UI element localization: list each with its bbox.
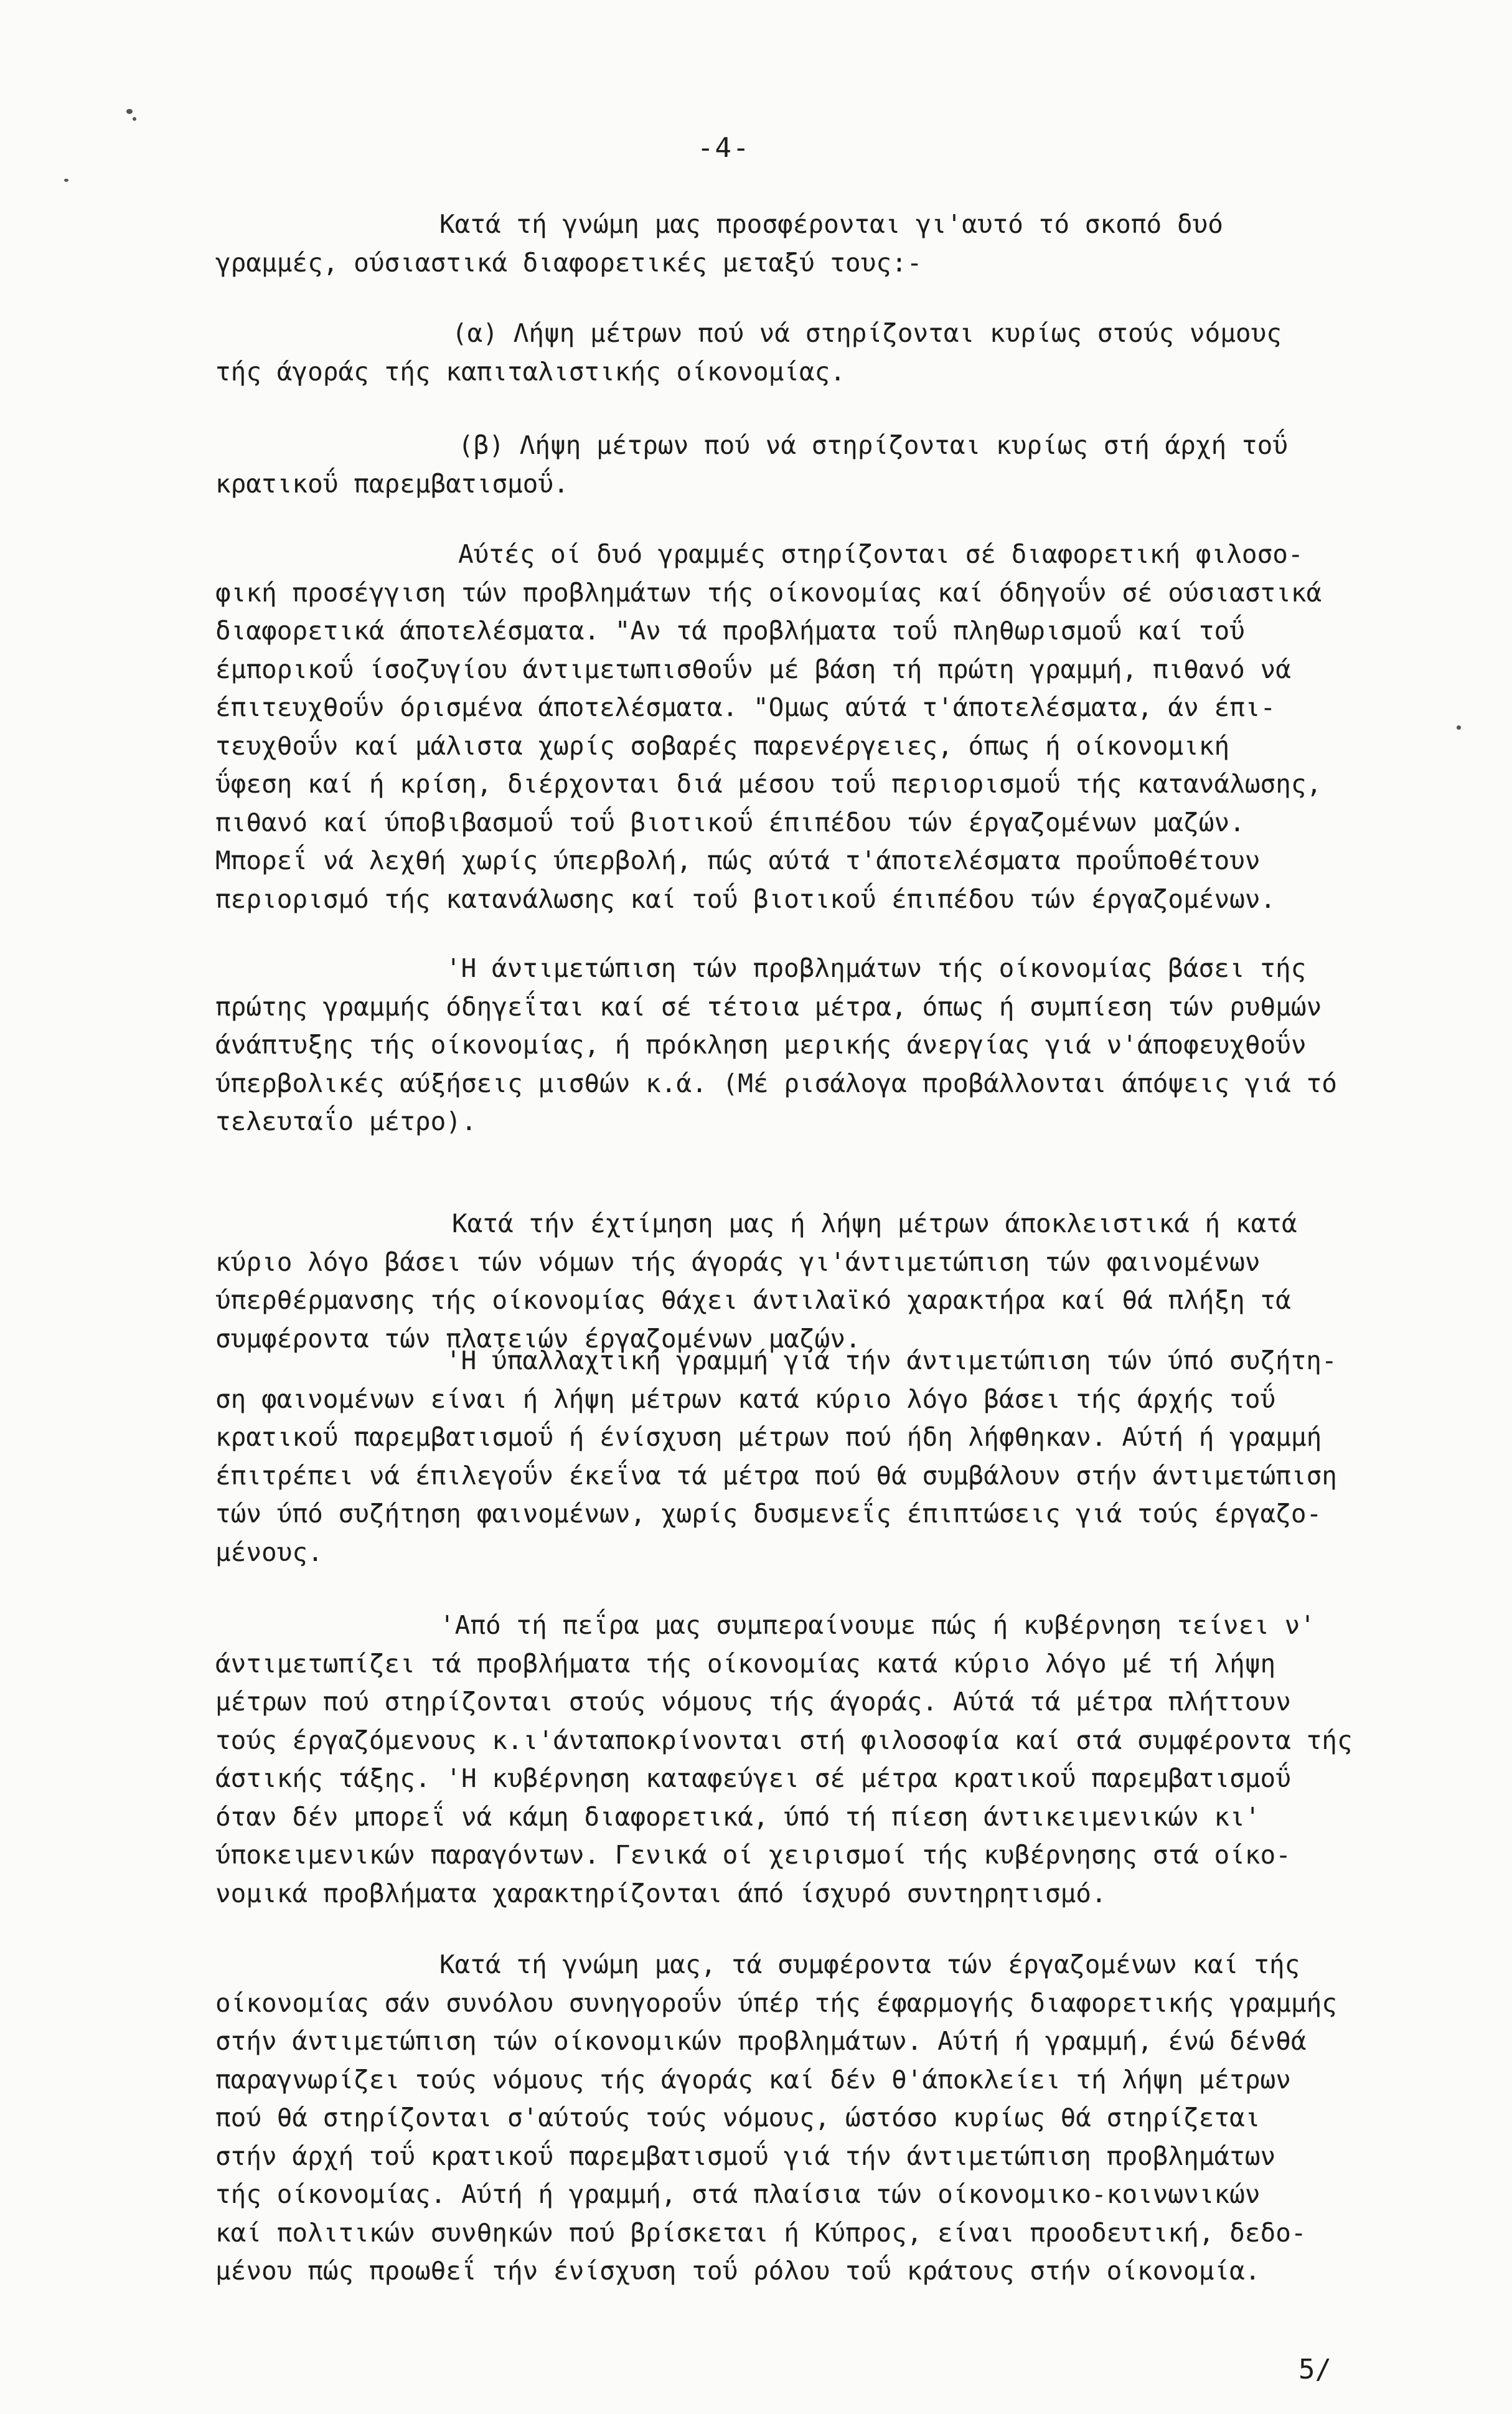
- text-line: 'Από τή πεΐρα μας συμπεραίνουμε πώς ή κυβέρνηση τείνει ν': [439, 1610, 1315, 1640]
- text-line: καί πολιτικών συνθηκών πού βρίσκεται ή Κύπρος, είναι προοδευτική, δεδο-: [215, 2217, 1307, 2248]
- text-line: περιορισμό τής κατανάλωσης καί τοΰ βιοτικοΰ έπιπέδου τών έργαζομένων.: [215, 884, 1276, 914]
- text-line: έπιτευχθοΰν όρισμένα άποτελέσματα. "Ομως αύτά τ'άποτελέσματα, άν έπι-: [215, 692, 1276, 722]
- text-line: οίκονομίας σάν συνόλου συνηγοροΰν ύπέρ τής έφαρμογής διαφορετικής γραμμής: [215, 1987, 1337, 2018]
- text-line: μένους.: [215, 1537, 323, 1567]
- scan-speck: [126, 109, 133, 114]
- text-line: (α) Λήψη μέτρων πού νά στηρίζονται κυρίως στούς νόμους: [452, 318, 1282, 348]
- paragraph-first-line: [215, 950, 1337, 1141]
- paragraph-intro: [215, 205, 1311, 282]
- text-line: 'Η άντιμετώπιση τών προβλημάτων τής οίκονομίας βάσει τής: [446, 953, 1307, 983]
- text-line: μέτρων πού στηρίζονται στούς νόμους τής άγοράς. Αύτά τά μέτρα πλήττουν: [215, 1687, 1291, 1717]
- text-line: Κατά τή γνώμη μας, τά συμφέροντα τών έργαζομένων καί τής: [439, 1950, 1300, 1979]
- text-line: άνάπτυξης τής οίκονομίας, ή πρόκληση μερικής άνεργίας γιά ν'άποφευχθοΰν: [215, 1030, 1307, 1060]
- text-line: κρατικοΰ παρεμβατισμοΰ.: [215, 468, 569, 499]
- paragraph-option-a: [215, 314, 1311, 391]
- text-line: φική προσέγγιση τών προβλημάτων τής οίκονομίας καί όδηγοΰν σέ ούσιαστικά: [215, 577, 1322, 608]
- text-line: κύριο λόγο βάσει τών νόμων τής άγοράς γι'άντιμετώπιση τών φαινομένων: [215, 1247, 1261, 1277]
- text-line: πιθανό καί ύποβιβασμοΰ τοΰ βιοτικοΰ έπιπέδου τών έργαζομένων μαζών.: [215, 807, 1245, 837]
- text-line: ΰφεση καί ή κρίση, διέρχονται διά μέσου τοΰ περιορισμοΰ τής κατανάλωσης,: [215, 769, 1322, 799]
- paragraph-philosophy: [215, 535, 1322, 918]
- paragraph-option-b: [215, 427, 1311, 503]
- scan-speck: [133, 117, 136, 121]
- text-line: τευχθοΰν καί μάλιστα χωρίς σοβαρές παρενέργειες, όπως ή οίκονομική: [215, 730, 1230, 761]
- text-line: πρώτης γραμμής όδηγεΐται καί σέ τέτοια μέτρα, όπως ή συμπίεση τών ρυθμών: [215, 991, 1322, 1022]
- text-line: όταν δέν μπορεΐ νά κάμη διαφορετικά, ύπό τή πίεση άντικειμενικών κι': [215, 1801, 1261, 1832]
- text-line: Κατά τήν έχτίμηση μας ή λήψη μέτρων άποκλειστικά ή κατά: [452, 1209, 1297, 1238]
- text-line: συμφέροντα τών πλατειών έργαζομένων μαζών.: [215, 1323, 861, 1354]
- text-line: γραμμές, ούσιαστικά διαφορετικές μεταξύ τους:-: [215, 247, 923, 278]
- text-line: κρατικοΰ παρεμβατισμοΰ ή ένίσχυση μέτρων πού ήδη λήφθηκαν. Αύτή ή γραμμή: [215, 1422, 1322, 1452]
- text-line: έπιτρέπει νά έπιλεγοΰν έκεΐνα τά μέτρα πού θά συμβάλουν στήν άντιμετώπιση: [215, 1460, 1337, 1491]
- paragraph-estimation: [215, 1205, 1311, 1358]
- text-line: άστικής τάξης. 'Η κυβέρνηση καταφεύγει σέ μέτρα κρατικοΰ παρεμβατισμοΰ: [215, 1763, 1291, 1793]
- text-line: Μπορεΐ νά λεχθή χωρίς ύπερβολή, πώς αύτά τ'άποτελέσματα προΰποθέτουν: [215, 846, 1261, 875]
- text-line: τής οίκονομίας. Αύτή ή γραμμή, στά πλαίσια τών οίκονομικο-κοινωνικών: [215, 2179, 1261, 2209]
- paragraph-proposal: [215, 1946, 1337, 2291]
- text-line: τελευταΐο μέτρο).: [215, 1106, 477, 1136]
- text-line: (β) Λήψη μέτρων πού νά στηρίζονται κυρίως στή άρχή τοΰ: [458, 430, 1288, 460]
- scan-speck: [64, 179, 68, 182]
- text-line: άντιμετωπίζει τά προβλήματα τής οίκονομίας κατά κύριο λόγο μέ τή λήψη: [215, 1648, 1276, 1679]
- text-line: τής άγοράς τής καπιταλιστικής οίκονομίας.: [215, 356, 846, 387]
- text-line: ση φαινομένων είναι ή λήψη μέτρων κατά κύριο λόγο βάσει τής άρχής τοΰ: [215, 1384, 1276, 1414]
- scan-speck: [1457, 725, 1461, 730]
- paragraph-alternative: [215, 1342, 1337, 1572]
- page-number: -4-: [697, 132, 751, 164]
- paragraph-government: [215, 1606, 1353, 1913]
- text-line: μένου πώς προωθεΐ τήν ένίσχυση τοΰ ρόλου τοΰ κράτους στήν οίκονομία.: [215, 2256, 1261, 2286]
- text-line: ύπερβολικές αύξήσεις μισθών κ.ά. (Μέ ρισάλογα προβάλλονται άπόψεις γιά τό: [215, 1068, 1337, 1098]
- text-line: ύπερθέρμανσης τής οίκονομίας θάχει άντιλαϊκό χαρακτήρα καί θά πλήξη τά: [215, 1285, 1291, 1315]
- text-line: στήν άρχή τοΰ κρατικοΰ παρεμβατισμοΰ γιά τήν άντιμετώπιση προβλημάτων: [215, 2141, 1276, 2171]
- continuation-marker: 5/: [1298, 2354, 1331, 2385]
- text-line: πού θά στηρίζονται σ'αύτούς τούς νόμους, ώστόσο κυρίως θά στηρίζεται: [215, 2103, 1261, 2133]
- text-line: 'Η ύπαλλαχτική γραμμή γιά τήν άντιμετώπιση τών ύπό συζήτη-: [446, 1346, 1337, 1375]
- text-line: Κατά τή γνώμη μας προσφέρονται γι'αυτό τό σκοπό δυό: [439, 209, 1223, 239]
- text-line: έμπορικοΰ ίσοζυγίου άντιμετωπισθοΰν μέ βάση τή πρώτη γραμμή, πιθανό νά: [215, 654, 1291, 684]
- text-line: νομικά προβλήματα χαρακτηρίζονται άπό ίσχυρό συντηρητισμό.: [215, 1878, 1107, 1908]
- text-line: τών ύπό συζήτηση φαινομένων, χωρίς δυσμενεΐς έπιπτώσεις γιά τούς έργαζο-: [215, 1499, 1322, 1529]
- text-line: ύποκειμενικών παραγόντων. Γενικά οί χειρισμοί τής κυβέρνησης στά οίκο-: [215, 1840, 1291, 1870]
- text-line: Αύτές οί δυό γραμμές στηρίζονται σέ διαφορετική φιλοσο-: [458, 539, 1303, 569]
- text-line: στήν άντιμετώπιση τών οίκονομικών προβλημάτων. Αύτή ή γραμμή, ένώ δένθά: [215, 2026, 1307, 2056]
- text-line: τούς έργαζόμενους κ.ι'άνταποκρίνονται στή φιλοσοφία καί στά συμφέροντα τής: [215, 1725, 1353, 1755]
- text-line: διαφορετικά άποτελέσματα. "Αν τά προβλήματα τοΰ πληθωρισμοΰ καί τοΰ: [215, 616, 1245, 646]
- text-line: παραγνωρίζει τούς νόμους τής άγοράς καί δέν θ'άποκλείει τή λήψη μέτρων: [215, 2064, 1291, 2095]
